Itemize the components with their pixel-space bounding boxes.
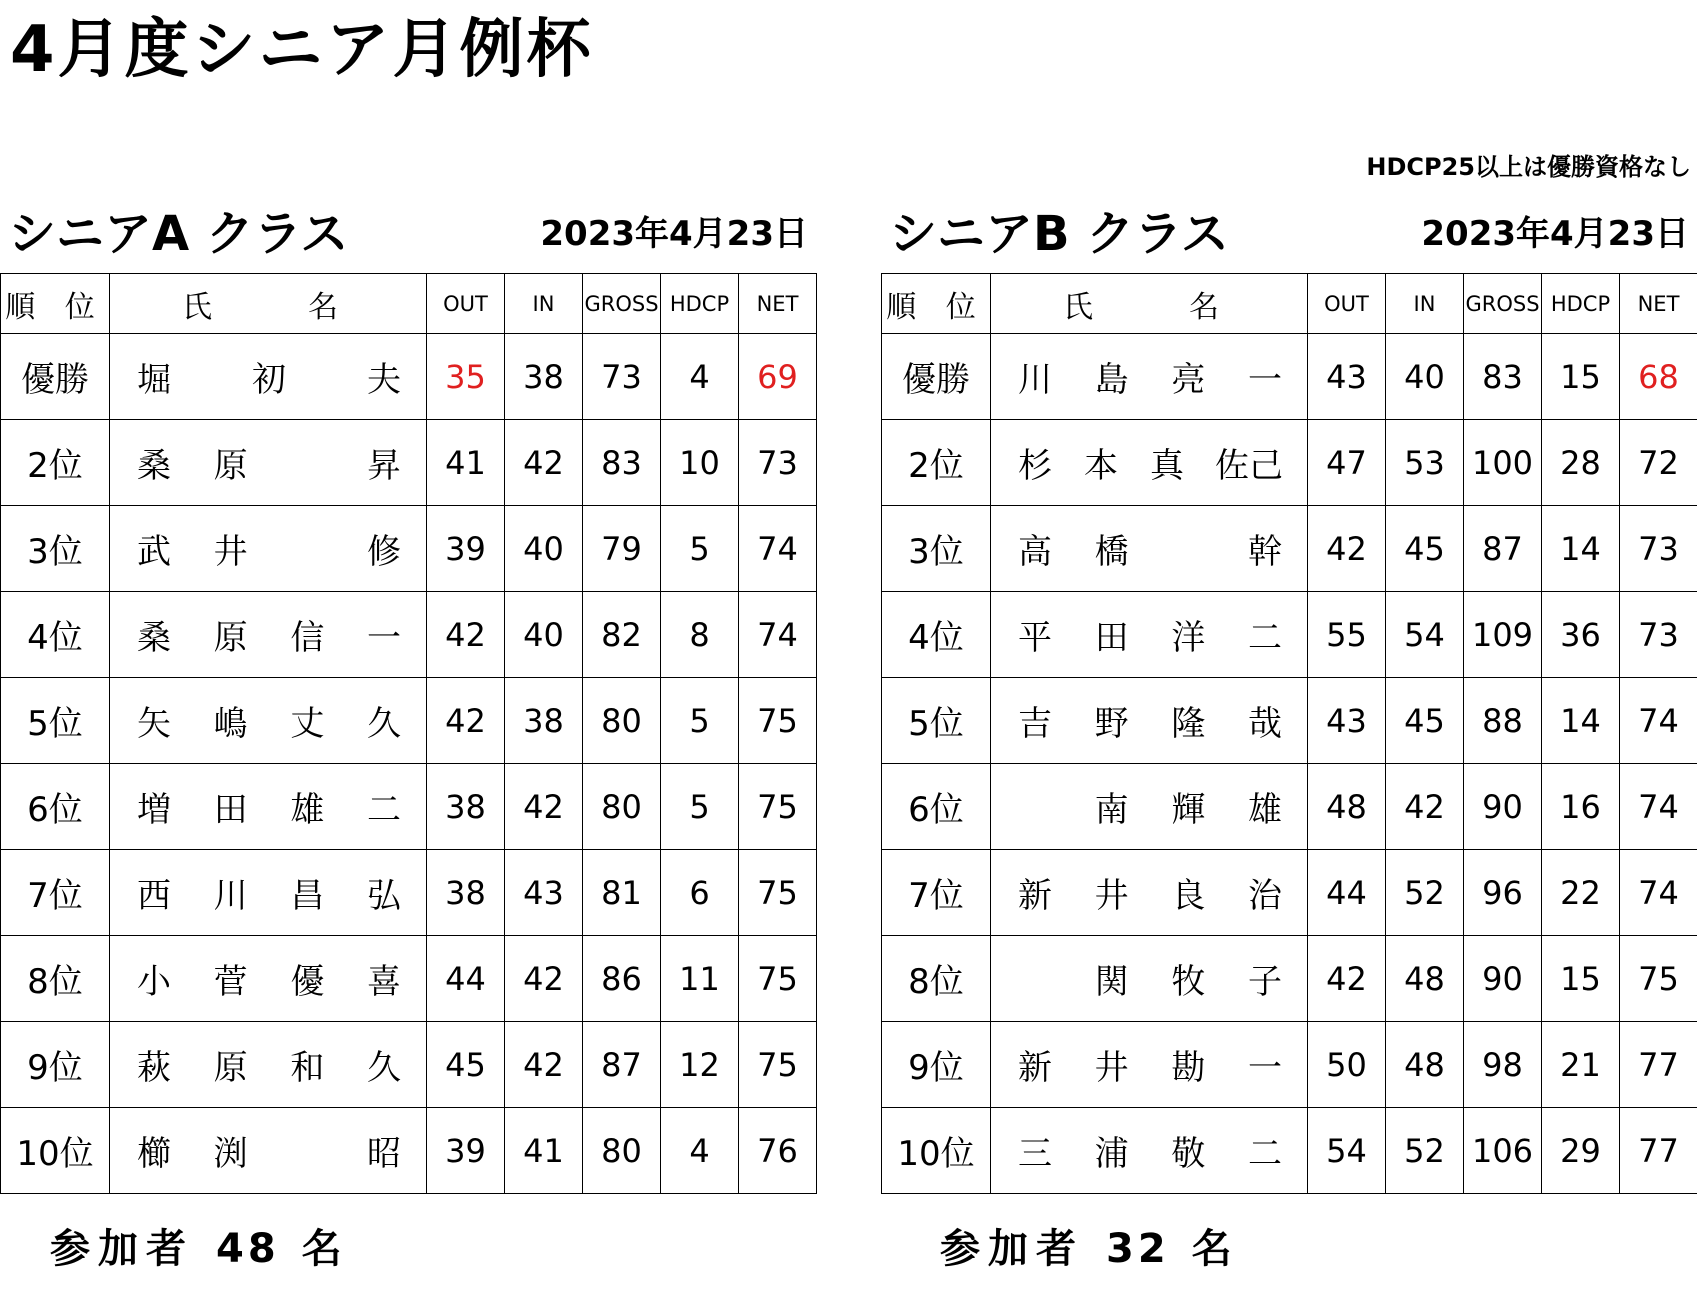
name-char: 高 — [1018, 532, 1052, 572]
name-char: 新 — [1018, 876, 1052, 916]
hdcp-cell: 21 — [1542, 1022, 1620, 1108]
out-cell: 44 — [427, 936, 505, 1022]
name-cell — [991, 1022, 1308, 1108]
class-a-results-table — [0, 273, 817, 1194]
rank-cell: 6位 — [882, 764, 991, 850]
header-hdcp: HDCP — [1542, 274, 1620, 334]
net-cell: 75 — [739, 764, 817, 850]
name-char: 新 — [1018, 1048, 1052, 1088]
hdcp-cell: 4 — [661, 334, 739, 420]
hdcp-cell: 12 — [661, 1022, 739, 1108]
name-char: 杉 — [1018, 446, 1052, 486]
rank-cell: 5位 — [1, 678, 110, 764]
name-char: 洋 — [1171, 618, 1206, 658]
net-cell: 72 — [1620, 420, 1697, 506]
in-cell: 42 — [505, 420, 583, 506]
hdcp-cell: 4 — [661, 1108, 739, 1194]
header-name-first: 氏 — [182, 289, 222, 325]
in-cell: 54 — [1386, 592, 1464, 678]
gross-cell: 106 — [1464, 1108, 1542, 1194]
rank-cell: 3位 — [882, 506, 991, 592]
gross-cell: 86 — [583, 936, 661, 1022]
net-cell: 73 — [1620, 592, 1697, 678]
name-char: 輝 — [1171, 790, 1206, 830]
hdcp-cell: 5 — [661, 764, 739, 850]
net-cell: 74 — [1620, 850, 1697, 936]
hdcp-cell: 14 — [1542, 678, 1620, 764]
hdcp-cell: 16 — [1542, 764, 1620, 850]
participants-unit: 名 — [301, 1226, 350, 1272]
gross-cell: 90 — [1464, 764, 1542, 850]
table-row — [1, 506, 817, 592]
gross-cell: 88 — [1464, 678, 1542, 764]
rank-cell: 9位 — [882, 1022, 991, 1108]
gross-cell: 90 — [1464, 936, 1542, 1022]
name-cell — [110, 592, 427, 678]
name-char: 関 — [1094, 962, 1129, 1002]
in-cell: 38 — [505, 334, 583, 420]
rank-cell: 7位 — [882, 850, 991, 936]
gross-cell: 109 — [1464, 592, 1542, 678]
name-char: 橋 — [1094, 532, 1129, 572]
name-cell — [991, 334, 1308, 420]
name-char: 嶋 — [213, 704, 248, 744]
rank-cell: 2位 — [882, 420, 991, 506]
name-cell — [110, 420, 427, 506]
name-cell — [110, 850, 427, 936]
class-a-participants — [50, 1225, 350, 1273]
net-cell: 75 — [739, 1022, 817, 1108]
hdcp-cell: 11 — [661, 936, 739, 1022]
name-char: 櫛 — [137, 1134, 171, 1174]
name-char: 修 — [366, 532, 401, 572]
out-cell: 43 — [1308, 678, 1386, 764]
header-out: OUT — [1308, 274, 1386, 334]
header-net: NET — [1620, 274, 1697, 334]
name-char: 弘 — [366, 876, 401, 916]
out-cell: 42 — [1308, 936, 1386, 1022]
rank-cell: 6位 — [1, 764, 110, 850]
hdcp-cell: 10 — [661, 420, 739, 506]
net-cell: 74 — [1620, 678, 1697, 764]
name-char: 子 — [1247, 962, 1282, 1002]
name-char: 夫 — [367, 360, 401, 400]
net-cell: 74 — [1620, 764, 1697, 850]
name-char: 井 — [1094, 1048, 1129, 1088]
out-cell: 43 — [1308, 334, 1386, 420]
hdcp-cell: 15 — [1542, 334, 1620, 420]
table-row — [1, 678, 817, 764]
in-cell: 48 — [1386, 1022, 1464, 1108]
header-rank: 順 位 — [1, 274, 110, 334]
out-cell: 39 — [427, 1108, 505, 1194]
net-cell: 75 — [1620, 936, 1697, 1022]
name-char: 萩 — [137, 1048, 171, 1088]
gross-cell: 98 — [1464, 1022, 1542, 1108]
gross-cell: 80 — [583, 678, 661, 764]
name-char: 亮 — [1171, 360, 1206, 400]
participants-label: 参加者 — [940, 1226, 1084, 1272]
name-char: 原 — [213, 1048, 248, 1088]
gross-cell: 87 — [1464, 506, 1542, 592]
rank-cell: 10位 — [1, 1108, 110, 1194]
name-char: 哉 — [1247, 704, 1282, 744]
name-char: 平 — [1018, 618, 1052, 658]
name-char: 矢 — [137, 704, 171, 744]
table-row — [882, 592, 1697, 678]
gross-cell: 73 — [583, 334, 661, 420]
hdcp-cell: 14 — [1542, 506, 1620, 592]
header-gross: GROSS — [583, 274, 661, 334]
name-char: 久 — [366, 704, 401, 744]
table-row — [882, 764, 1697, 850]
out-cell: 42 — [427, 592, 505, 678]
in-cell: 53 — [1386, 420, 1464, 506]
table-row — [1, 592, 817, 678]
gross-cell: 81 — [583, 850, 661, 936]
table-row — [882, 420, 1697, 506]
name-char: 丈 — [290, 704, 325, 744]
table-row — [882, 334, 1697, 420]
gross-cell: 82 — [583, 592, 661, 678]
out-cell: 41 — [427, 420, 505, 506]
header-in: IN — [505, 274, 583, 334]
name-char: 川 — [1018, 360, 1052, 400]
name-char: 井 — [213, 532, 248, 572]
hdcp-cell: 5 — [661, 506, 739, 592]
header-gross: GROSS — [1464, 274, 1542, 334]
name-char: 吉 — [1018, 704, 1052, 744]
in-cell: 45 — [1386, 678, 1464, 764]
participants-unit: 名 — [1191, 1226, 1240, 1272]
class-b-date: 2023年4月23日 — [1421, 214, 1689, 254]
name-char: 菅 — [213, 962, 248, 1002]
rank-cell: 10位 — [882, 1108, 991, 1194]
header-name-first: 氏 — [1063, 289, 1103, 325]
gross-cell: 83 — [583, 420, 661, 506]
name-char: 三 — [1018, 1134, 1052, 1174]
table-row — [1, 1108, 817, 1194]
rank-cell: 9位 — [1, 1022, 110, 1108]
eligibility-note: HDCP25以上は優勝資格なし — [1366, 153, 1691, 181]
name-cell — [110, 506, 427, 592]
header-in: IN — [1386, 274, 1464, 334]
rank-cell: 優勝 — [1, 334, 110, 420]
participants-count: 32 — [1106, 1226, 1170, 1272]
name-char: 二 — [1247, 618, 1282, 658]
name-char: 牧 — [1171, 962, 1206, 1002]
header-name — [991, 274, 1308, 334]
in-cell: 40 — [505, 592, 583, 678]
gross-cell: 79 — [583, 506, 661, 592]
name-char: 佐己 — [1215, 446, 1283, 486]
rank-cell: 4位 — [882, 592, 991, 678]
name-char: 増 — [137, 790, 171, 830]
hdcp-cell: 5 — [661, 678, 739, 764]
table-row — [1, 334, 817, 420]
name-cell — [991, 764, 1308, 850]
name-char: 昭 — [366, 1134, 401, 1174]
gross-cell: 87 — [583, 1022, 661, 1108]
name-char: 二 — [366, 790, 401, 830]
name-char: 真 — [1150, 446, 1184, 486]
hdcp-cell: 29 — [1542, 1108, 1620, 1194]
table-row — [882, 936, 1697, 1022]
participants-label: 参加者 — [50, 1226, 194, 1272]
in-cell: 38 — [505, 678, 583, 764]
in-cell: 48 — [1386, 936, 1464, 1022]
header-hdcp: HDCP — [661, 274, 739, 334]
class-b-results-table — [881, 273, 1697, 1194]
name-char: 田 — [1094, 618, 1129, 658]
name-cell — [991, 850, 1308, 936]
name-char: 南 — [1094, 790, 1129, 830]
in-cell: 52 — [1386, 1108, 1464, 1194]
class-a-panel — [0, 200, 816, 1292]
in-cell: 42 — [505, 936, 583, 1022]
name-char: 小 — [137, 962, 171, 1002]
out-cell: 54 — [1308, 1108, 1386, 1194]
out-cell: 50 — [1308, 1022, 1386, 1108]
class-b-panel — [881, 200, 1697, 1292]
name-char: 初 — [252, 360, 286, 400]
name-char: 敬 — [1171, 1134, 1206, 1174]
name-char: 田 — [213, 790, 248, 830]
table-row — [882, 1022, 1697, 1108]
gross-cell: 83 — [1464, 334, 1542, 420]
class-b-title: シニアB クラス — [889, 206, 1229, 262]
name-char: 井 — [1094, 876, 1129, 916]
net-cell: 74 — [739, 592, 817, 678]
hdcp-cell: 22 — [1542, 850, 1620, 936]
table-row — [1, 850, 817, 936]
out-cell: 48 — [1308, 764, 1386, 850]
header-rank: 順 位 — [882, 274, 991, 334]
name-char: 本 — [1084, 446, 1118, 486]
net-cell: 68 — [1620, 334, 1697, 420]
hdcp-cell: 8 — [661, 592, 739, 678]
in-cell: 41 — [505, 1108, 583, 1194]
name-char: 桑 — [137, 618, 171, 658]
name-char: 二 — [1247, 1134, 1282, 1174]
out-cell: 55 — [1308, 592, 1386, 678]
name-char: 渕 — [213, 1134, 248, 1174]
out-cell: 47 — [1308, 420, 1386, 506]
name-char: 一 — [366, 618, 401, 658]
net-cell: 77 — [1620, 1022, 1697, 1108]
rank-cell: 3位 — [1, 506, 110, 592]
gross-cell: 96 — [1464, 850, 1542, 936]
table-row — [1, 420, 817, 506]
out-cell: 42 — [1308, 506, 1386, 592]
hdcp-cell: 6 — [661, 850, 739, 936]
in-cell: 42 — [505, 1022, 583, 1108]
name-char: 雄 — [1247, 790, 1282, 830]
name-char: 幹 — [1247, 532, 1282, 572]
name-char: 堀 — [137, 360, 171, 400]
net-cell: 76 — [739, 1108, 817, 1194]
rank-cell: 7位 — [1, 850, 110, 936]
rank-cell: 2位 — [1, 420, 110, 506]
name-char: 昌 — [290, 876, 325, 916]
name-cell — [110, 678, 427, 764]
name-char: 一 — [1247, 360, 1282, 400]
name-cell — [991, 936, 1308, 1022]
table-row — [882, 506, 1697, 592]
table-row — [882, 850, 1697, 936]
in-cell: 40 — [1386, 334, 1464, 420]
net-cell: 73 — [1620, 506, 1697, 592]
out-cell: 45 — [427, 1022, 505, 1108]
name-char: 信 — [290, 618, 325, 658]
header-name-last: 名 — [1189, 289, 1229, 325]
net-cell: 74 — [739, 506, 817, 592]
table-row — [882, 1108, 1697, 1194]
name-char: 島 — [1094, 360, 1129, 400]
hdcp-cell: 36 — [1542, 592, 1620, 678]
name-char: 治 — [1247, 876, 1282, 916]
class-b-participants — [940, 1225, 1240, 1273]
name-char: 雄 — [290, 790, 325, 830]
in-cell: 40 — [505, 506, 583, 592]
name-cell — [991, 420, 1308, 506]
class-a-date: 2023年4月23日 — [540, 214, 808, 254]
in-cell: 45 — [1386, 506, 1464, 592]
name-cell — [991, 678, 1308, 764]
rank-cell: 8位 — [1, 936, 110, 1022]
out-cell: 39 — [427, 506, 505, 592]
hdcp-cell: 15 — [1542, 936, 1620, 1022]
participants-count: 48 — [216, 1226, 280, 1272]
in-cell: 42 — [505, 764, 583, 850]
class-a-title: シニアA クラス — [8, 206, 349, 262]
rank-cell: 5位 — [882, 678, 991, 764]
out-cell: 44 — [1308, 850, 1386, 936]
table-header-row — [882, 274, 1697, 334]
name-cell — [991, 506, 1308, 592]
name-cell — [991, 592, 1308, 678]
gross-cell: 100 — [1464, 420, 1542, 506]
name-char: 良 — [1171, 876, 1206, 916]
name-char: 西 — [137, 876, 171, 916]
net-cell: 75 — [739, 850, 817, 936]
name-char: 川 — [213, 876, 248, 916]
out-cell: 38 — [427, 764, 505, 850]
name-cell — [110, 764, 427, 850]
name-char: 原 — [213, 446, 248, 486]
net-cell: 69 — [739, 334, 817, 420]
name-char: 浦 — [1094, 1134, 1129, 1174]
page-title: 4月度シニア月例杯 — [10, 13, 594, 87]
name-cell — [110, 1022, 427, 1108]
name-char: 一 — [1247, 1048, 1282, 1088]
name-char: 勘 — [1171, 1048, 1206, 1088]
table-row — [1, 764, 817, 850]
in-cell: 42 — [1386, 764, 1464, 850]
name-char: 武 — [137, 532, 171, 572]
name-char: 喜 — [366, 962, 401, 1002]
header-net: NET — [739, 274, 817, 334]
in-cell: 43 — [505, 850, 583, 936]
name-cell — [110, 1108, 427, 1194]
out-cell: 35 — [427, 334, 505, 420]
name-char: 優 — [290, 962, 325, 1002]
name-char: 久 — [366, 1048, 401, 1088]
name-char: 桑 — [137, 446, 171, 486]
rank-cell: 優勝 — [882, 334, 991, 420]
net-cell: 73 — [739, 420, 817, 506]
gross-cell: 80 — [583, 764, 661, 850]
hdcp-cell: 28 — [1542, 420, 1620, 506]
net-cell: 75 — [739, 678, 817, 764]
rank-cell: 8位 — [882, 936, 991, 1022]
name-cell — [110, 334, 427, 420]
out-cell: 42 — [427, 678, 505, 764]
name-char: 和 — [290, 1048, 325, 1088]
name-char: 昇 — [366, 446, 401, 486]
in-cell: 52 — [1386, 850, 1464, 936]
net-cell: 75 — [739, 936, 817, 1022]
header-name — [110, 274, 427, 334]
table-row — [882, 678, 1697, 764]
header-out: OUT — [427, 274, 505, 334]
table-row — [1, 1022, 817, 1108]
table-row — [1, 936, 817, 1022]
name-char: 野 — [1094, 704, 1129, 744]
net-cell: 77 — [1620, 1108, 1697, 1194]
table-header-row — [1, 274, 817, 334]
name-cell — [110, 936, 427, 1022]
name-cell — [991, 1108, 1308, 1194]
out-cell: 38 — [427, 850, 505, 936]
name-char: 原 — [213, 618, 248, 658]
rank-cell: 4位 — [1, 592, 110, 678]
name-char: 隆 — [1171, 704, 1206, 744]
header-name-last: 名 — [308, 289, 348, 325]
gross-cell: 80 — [583, 1108, 661, 1194]
